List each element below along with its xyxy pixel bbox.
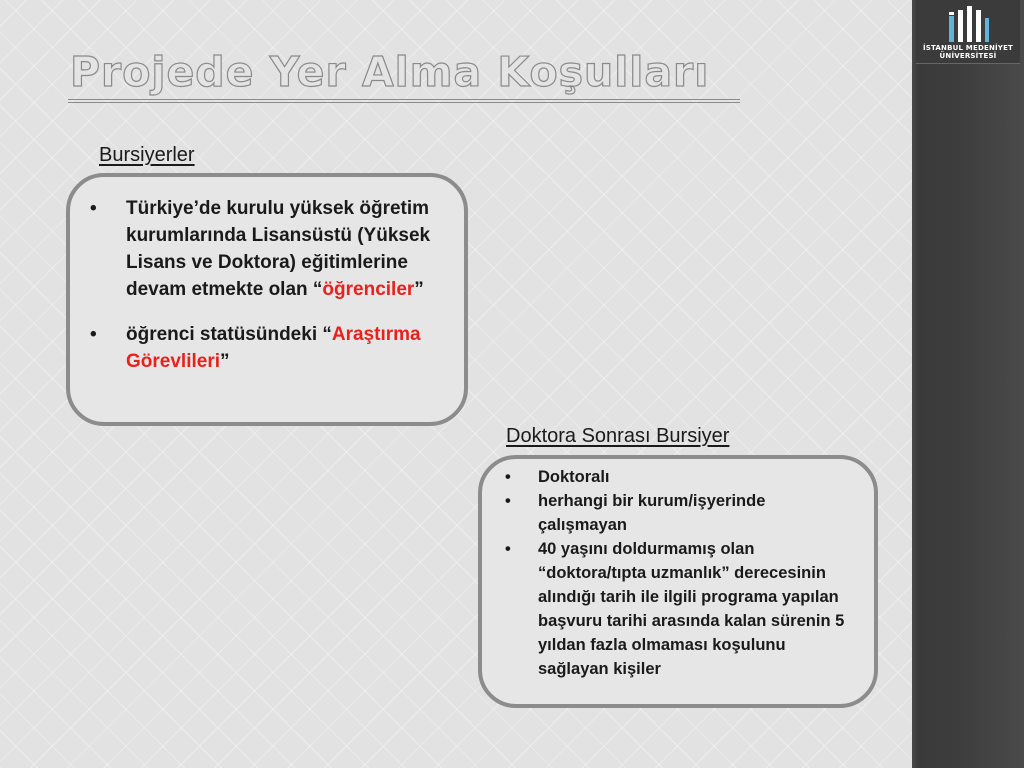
university-logo <box>916 0 1020 64</box>
highlight-text: Araştırma Görevlileri <box>126 324 421 372</box>
item-text: herhangi bir kurum/işyerinde çalışmayan <box>538 492 766 534</box>
side-bar <box>912 0 1024 768</box>
doktora-list <box>482 459 874 681</box>
item-suffix: ” <box>220 351 230 372</box>
logo-mark-icon <box>946 6 990 42</box>
list-item <box>90 195 444 303</box>
item-text: öğrenci statüsündeki “ <box>126 324 332 345</box>
item-text: Türkiye’de kurulu yüksek öğretim kurumlarında Lisansüstü (Yüksek Lisans ve Doktora) eğitimlerine devam etmekte olan “ <box>126 198 431 300</box>
logo-text-line1: İSTANBUL MEDENİYET <box>922 44 1014 52</box>
bullet-icon: • <box>505 540 511 558</box>
bullet-icon: • <box>90 324 97 345</box>
item-suffix: ” <box>414 279 424 300</box>
list-item <box>505 465 858 489</box>
item-text: Doktoralı <box>538 468 610 486</box>
item-text: 40 yaşını doldurmamış olan “doktora/tıpta uzmanlık” derecesinin alındığı tarih ile ilgili programa yapılan başvuru tarihi arasında kalan sürenin 5 yıldan fazla olmaması koşulunu sağlayan kişiler <box>538 540 845 678</box>
doktora-box <box>478 455 878 708</box>
bursiyerler-list <box>70 177 464 375</box>
list-item <box>90 321 444 375</box>
list-item <box>505 489 858 537</box>
doktora-label: Doktora Sonrası Bursiyer <box>506 425 730 447</box>
bullet-icon: • <box>505 492 511 510</box>
highlight-text: öğrenciler <box>322 279 415 300</box>
slide-title: Projede Yer Alma Koşulları <box>70 48 710 96</box>
bullet-icon: • <box>90 198 97 219</box>
bursiyerler-label: Bursiyerler <box>99 144 195 166</box>
bursiyerler-box <box>66 173 468 426</box>
title-underline <box>68 99 740 103</box>
logo-text-line2: ÜNİVERSİTESİ <box>939 52 997 60</box>
list-item <box>505 537 858 681</box>
bullet-icon: • <box>505 468 511 486</box>
